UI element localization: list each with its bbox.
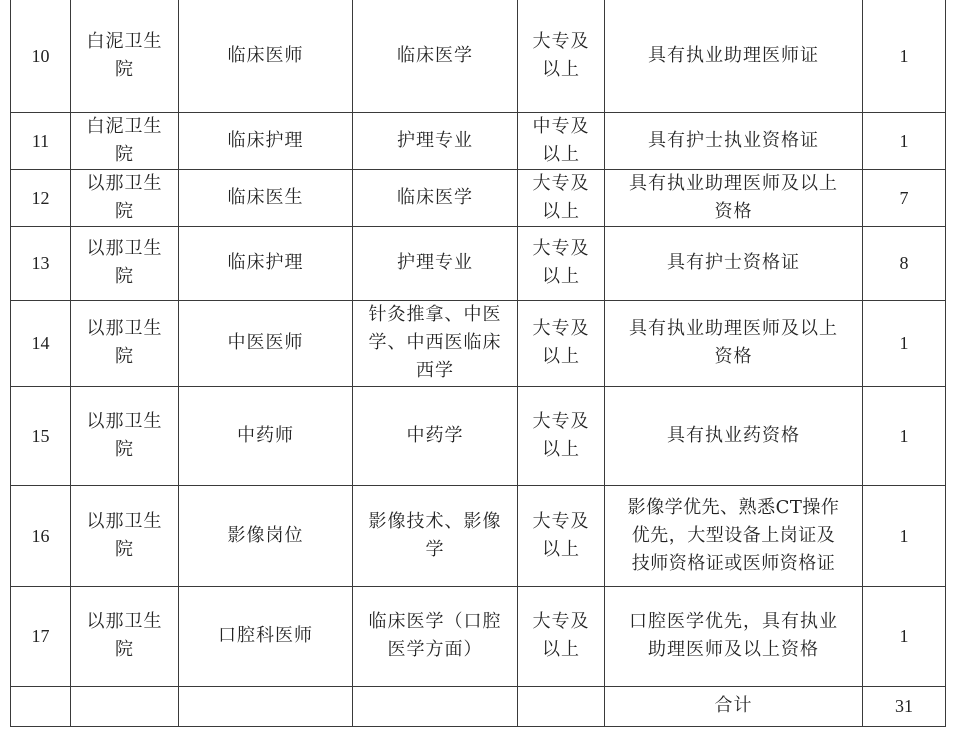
requirement-cell: 具有护士执业资格证 xyxy=(605,112,863,169)
education-cell: 中专及 以上 xyxy=(518,112,605,169)
position-cell: 中医医师 xyxy=(179,300,353,386)
position-cell: 影像岗位 xyxy=(179,485,353,586)
count-cell: 1 xyxy=(863,112,946,169)
row-number: 10 xyxy=(11,0,71,112)
education-cell: 大专及 以上 xyxy=(518,300,605,386)
unit-cell: 白泥卫生 院 xyxy=(71,112,179,169)
unit-cell: 以那卫生 院 xyxy=(71,485,179,586)
row-number: 14 xyxy=(11,300,71,386)
major-cell: 临床医学 xyxy=(353,169,518,226)
unit-cell: 以那卫生 院 xyxy=(71,586,179,686)
table-row xyxy=(11,586,946,686)
major-cell: 中药学 xyxy=(353,386,518,485)
major-cell: 护理专业 xyxy=(353,112,518,169)
row-number: 16 xyxy=(11,485,71,586)
row-number: 17 xyxy=(11,586,71,686)
requirement-cell: 具有执业药资格 xyxy=(605,386,863,485)
count-cell: 8 xyxy=(863,226,946,300)
position-cell: 临床护理 xyxy=(179,226,353,300)
total-label: 合计 xyxy=(605,686,863,726)
unit-cell: 以那卫生 院 xyxy=(71,386,179,485)
empty-cell xyxy=(518,686,605,726)
unit-cell: 白泥卫生 院 xyxy=(71,0,179,112)
empty-cell xyxy=(11,686,71,726)
empty-cell xyxy=(353,686,518,726)
table-row xyxy=(11,386,946,485)
row-number: 13 xyxy=(11,226,71,300)
empty-cell xyxy=(179,686,353,726)
education-cell: 大专及 以上 xyxy=(518,386,605,485)
table-row xyxy=(11,485,946,586)
row-number: 12 xyxy=(11,169,71,226)
count-cell: 1 xyxy=(863,586,946,686)
position-cell: 临床医师 xyxy=(179,0,353,112)
table-row xyxy=(11,226,946,300)
requirement-cell: 具有护士资格证 xyxy=(605,226,863,300)
total-count: 31 xyxy=(863,686,946,726)
education-cell: 大专及 以上 xyxy=(518,0,605,112)
requirement-cell: 具有执业助理医师及以上 资格 xyxy=(605,300,863,386)
count-cell: 1 xyxy=(863,485,946,586)
major-cell: 影像技术、影像 学 xyxy=(353,485,518,586)
unit-cell: 以那卫生 院 xyxy=(71,226,179,300)
requirement-cell: 口腔医学优先，具有执业 助理医师及以上资格 xyxy=(605,586,863,686)
position-cell: 中药师 xyxy=(179,386,353,485)
total-row xyxy=(11,686,946,726)
row-number: 11 xyxy=(11,112,71,169)
requirement-cell: 具有执业助理医师及以上 资格 xyxy=(605,169,863,226)
unit-cell: 以那卫生 院 xyxy=(71,169,179,226)
row-number: 15 xyxy=(11,386,71,485)
major-cell: 护理专业 xyxy=(353,226,518,300)
major-cell: 针灸推拿、中医 学、中西医临床 西学 xyxy=(353,300,518,386)
requirement-cell: 具有执业助理医师证 xyxy=(605,0,863,112)
position-cell: 临床护理 xyxy=(179,112,353,169)
table-row xyxy=(11,300,946,386)
count-cell: 1 xyxy=(863,0,946,112)
education-cell: 大专及 以上 xyxy=(518,485,605,586)
table-row xyxy=(11,169,946,226)
count-cell: 7 xyxy=(863,169,946,226)
unit-cell: 以那卫生 院 xyxy=(71,300,179,386)
position-cell: 临床医生 xyxy=(179,169,353,226)
requirement-cell: 影像学优先、熟悉CT操作 优先，大型设备上岗证及 技师资格证或医师资格证 xyxy=(605,485,863,586)
count-cell: 1 xyxy=(863,300,946,386)
major-cell: 临床医学 xyxy=(353,0,518,112)
table-row xyxy=(11,0,946,112)
major-cell: 临床医学（口腔 医学方面） xyxy=(353,586,518,686)
education-cell: 大专及 以上 xyxy=(518,169,605,226)
empty-cell xyxy=(71,686,179,726)
recruitment-table xyxy=(10,0,946,727)
table-row xyxy=(11,112,946,169)
count-cell: 1 xyxy=(863,386,946,485)
position-cell: 口腔科医师 xyxy=(179,586,353,686)
education-cell: 大专及 以上 xyxy=(518,586,605,686)
education-cell: 大专及 以上 xyxy=(518,226,605,300)
